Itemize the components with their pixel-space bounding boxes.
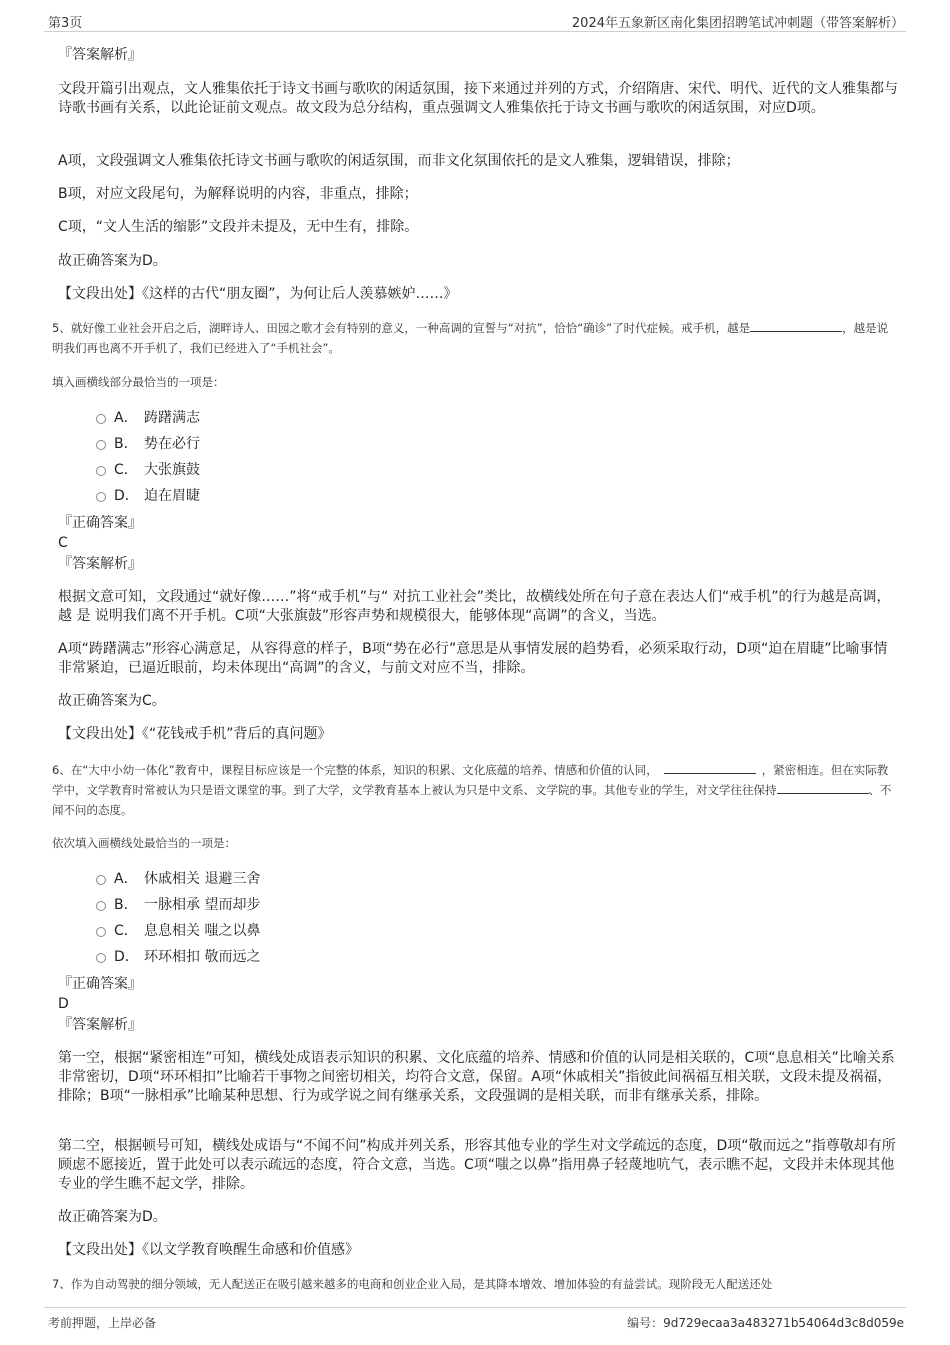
q6-fill-blank-2 [777, 781, 869, 794]
radio-icon[interactable] [96, 875, 106, 885]
q6-analysis-para2: 第二空，根据顿号可知，横线处成语与“不闻不问”构成并列关系，形容其他专业的学生对文学疏远的态度，D项“敬而远之”指尊敬却有所顾虑不愿接近，置于此处可以表示疏远的态度，符合文意，当选。C项“嗤之以鼻”指用鼻子轻蔑地吭气，表示瞧不起，文段并未体现其他专业的学生瞧不起文学，排除。 [58, 1138, 896, 1192]
q4-analysis-para3: B项，对应文段尾句，为解释说明的内容，非重点，排除； [58, 186, 418, 202]
radio-icon[interactable] [96, 492, 106, 502]
footer-divider [44, 1307, 906, 1308]
radio-icon[interactable] [96, 466, 106, 476]
q6-stem-part3: 、不闻不问的态度。 [52, 783, 892, 817]
q4-analysis-para2: A项，文段强调文人雅集依托诗文书画与歌吹的闲适氛围，而非文化氛围依托的是文人雅集，逻辑错误，排除； [58, 153, 740, 169]
q5-analysis-para1: 根据文意可知，文段通过“就好像……”将“戒手机”与“ 对抗工业社会”类比，故横线处所在句子意在表达人们“戒手机”的行为越是高调，越 是 说明我们离不开手机。C项“大张旗鼓”形容声势和规模很大，能够体现“高调”的含义，当选。 [58, 589, 891, 624]
radio-icon[interactable] [96, 440, 106, 450]
footer-document-code [627, 1314, 904, 1331]
radio-icon[interactable] [96, 953, 106, 963]
q4-source: 【文段出处】《这样的古代“朋友圈”，为何让后人羡慕嫉妒……》 [58, 286, 458, 302]
footer-code-label: 编号： [627, 1316, 664, 1330]
q5-stem-part1: 5、就好像工业社会开启之后，湖畔诗人、田园之歌才会有特别的意义，一种高调的宣誓与“对抗”，恰恰“确诊”了时代症候。戒手机，越是 [52, 321, 751, 335]
q5-source: 【文段出处】《“花钱戒手机”背后的真问题》 [58, 726, 332, 742]
q6-stem-part2: ，紧密相连。但在实际教学中，文学教育时常被认为只是语文课堂的事。到了大学，文学教育基本上被认为只是中文系、文学院的事。其他专业的学生，对文学往往保持 [52, 763, 889, 797]
q5-analysis-para2: A项“踌躇满志”形容心满意足，从容得意的样子，B项“势在必行”意思是从事情发展的趋势看，必须采取行动，D项“迫在眉睫”比喻事情非常紧迫，已逼近眼前，均未体现出“高调”的含义，与前文对应不当，排除。 [58, 641, 888, 676]
q5-stem-part2: ，越是说明我们再也离不开手机了，我们已经进入了“手机社会”。 [52, 321, 889, 355]
q6-prompt: 依次填入画横线处最恰当的一项是： [52, 836, 236, 850]
radio-icon[interactable] [96, 927, 106, 937]
q6-stem-part1: 6、在“大中小幼一体化”教育中，课程目标应该是一个完整的体系，知识的积累、文化底蕴的培养、情感和价值的认同， [52, 763, 658, 777]
q4-analysis-para4: C项，“文人生活的缩影”文段并未提及，无中生有，排除。 [58, 219, 419, 235]
page-number: 第3页 [48, 16, 83, 31]
q6-stem [52, 760, 892, 820]
q4-analysis-para1: 文段开篇引出观点，文人雅集依托于诗文书画与歌吹的闲适氛围，接下来通过并列的方式，介绍隋唐、宋代、明代、近代的文人雅集都与诗歌书画有关系，以此论证前文观点。故文段为总分结构，重点强调文人雅集依托于诗文书画与歌吹的闲适氛围，对应D项。 [58, 81, 898, 116]
q6-analysis-para1: 第一空，根据“紧密相连”可知，横线处成语表示知识的积累、文化底蕴的培养、情感和价值的认同是相关联的，C项“息息相关”比喻关系非常密切，D项“环环相扣”比喻若干事物之间密切相关，均符合文意，保留。A项“休戚相关”指彼此间祸福互相关联，文段未提及祸福，排除；B项“一脉相承”比喻某种思想、行为或学说之间有继承关系，文段强调的是相关联，而非有继承关系，排除。 [58, 1050, 895, 1104]
q6-correct-value: D [58, 996, 69, 1012]
q6-correct-label: 『正确答案』 [58, 976, 142, 992]
q5-correct-label: 『正确答案』 [58, 515, 142, 531]
footer-slogan: 考前押题，上岸必备 [48, 1316, 157, 1330]
q5-conclusion: 故正确答案为C。 [58, 693, 166, 709]
q5-prompt: 填入画横线部分最恰当的一项是： [52, 375, 225, 389]
q6-analysis-label: 『答案解析』 [58, 1017, 142, 1033]
q5-stem [52, 318, 892, 358]
radio-icon[interactable] [96, 901, 106, 911]
q6-source: 【文段出处】《以文学教育唤醒生命感和价值感》 [58, 1242, 359, 1258]
q5-analysis-label: 『答案解析』 [58, 556, 142, 572]
document-title: 2024年五象新区南化集团招聘笔试冲刺题（带答案解析） [571, 16, 904, 31]
q4-analysis-label: 『答案解析』 [58, 47, 142, 63]
q6-conclusion: 故正确答案为D。 [58, 1209, 167, 1225]
page-header [0, 0, 950, 34]
header-divider [44, 31, 906, 32]
q7-stem: 7、作为自动驾驶的细分领域，无人配送正在吸引越来越多的电商和创业企业入局，是其降本增效、增加体验的有益尝试。现阶段无人配送还处 [52, 1277, 773, 1291]
radio-icon[interactable] [96, 414, 106, 424]
q6-fill-blank-1 [664, 761, 756, 774]
footer-code-value: 9d729ecaa3a483271b54064d3c8d059e [663, 1316, 904, 1330]
q4-conclusion: 故正确答案为D。 [58, 253, 167, 269]
q5-fill-blank [750, 319, 842, 332]
q5-correct-value: C [58, 535, 68, 551]
